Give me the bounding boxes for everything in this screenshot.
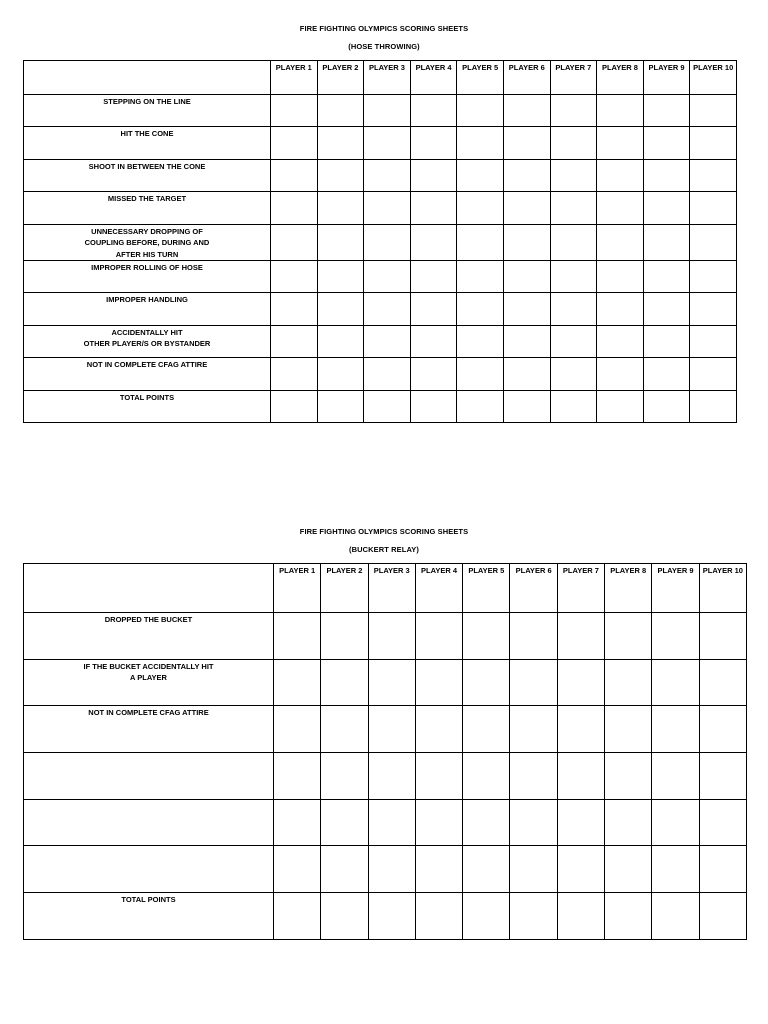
score-cell[interactable] [643,95,690,127]
criterion-text: IMPROPER HANDLING [106,295,188,305]
score-cell[interactable] [510,706,557,753]
score-cell[interactable] [317,293,364,325]
score-cell[interactable] [410,192,457,224]
score-cell[interactable] [690,390,737,422]
score-cell[interactable] [699,846,746,893]
criterion-row [24,358,737,390]
score-cell[interactable] [503,159,550,191]
criterion-row [24,799,747,846]
score-cell[interactable] [364,192,411,224]
criterion-label [24,659,274,706]
score-cell[interactable] [457,325,504,357]
player-column-header: PLAYER 6 [510,564,557,613]
criterion-label [24,358,271,390]
score-cell[interactable] [652,659,699,706]
score-cell[interactable] [605,706,652,753]
score-cell[interactable] [271,159,318,191]
sheet1-title: FIRE FIGHTING OLYMPICS SCORING SHEETS [299,24,469,33]
score-cell[interactable] [415,613,462,660]
criterion-text: HIT THE CONE [120,129,174,139]
criterion-label [24,706,274,753]
score-cell[interactable] [699,893,746,940]
score-cell[interactable] [271,358,318,390]
criterion-row [24,846,747,893]
header-row [24,61,737,95]
score-cell[interactable] [415,659,462,706]
player-column-header: PLAYER 2 [321,564,368,613]
score-cell[interactable] [364,325,411,357]
score-cell[interactable] [503,293,550,325]
score-cell[interactable] [317,224,364,261]
criterion-label [24,95,271,127]
score-cell[interactable] [550,390,597,422]
score-cell[interactable] [317,159,364,191]
score-cell[interactable] [652,846,699,893]
score-cell[interactable] [699,753,746,800]
score-cell[interactable] [274,613,321,660]
criterion-text: UNNECESSARY DROPPING OF COUPLING BEFORE, DURING AND AFTER HIS TURN [84,226,210,259]
score-cell[interactable] [274,893,321,940]
score-cell[interactable] [368,706,415,753]
score-cell[interactable] [643,325,690,357]
score-cell[interactable] [368,613,415,660]
score-cell[interactable] [457,192,504,224]
score-cell[interactable] [557,799,604,846]
criterion-label [24,893,274,940]
score-cell[interactable] [364,95,411,127]
score-cell[interactable] [510,799,557,846]
criterion-text: TOTAL POINTS [119,392,175,402]
score-cell[interactable] [410,390,457,422]
score-cell[interactable] [463,846,510,893]
score-cell[interactable] [368,799,415,846]
criterion-label [24,127,271,159]
sheet2-title: FIRE FIGHTING OLYMPICS SCORING SHEETS [299,527,469,536]
criterion-text: TOTAL POINTS [121,895,176,905]
score-cell[interactable] [643,224,690,261]
score-cell[interactable] [321,893,368,940]
score-cell[interactable] [503,95,550,127]
criterion-label [24,159,271,191]
score-cell[interactable] [510,893,557,940]
criterion-row [24,159,737,191]
score-cell[interactable] [597,224,644,261]
score-cell[interactable] [364,390,411,422]
score-cell[interactable] [503,224,550,261]
score-cell[interactable] [690,127,737,159]
player-column-header: PLAYER 1 [274,564,321,613]
score-cell[interactable] [321,753,368,800]
score-cell[interactable] [274,706,321,753]
score-cell[interactable] [597,127,644,159]
score-cell[interactable] [463,706,510,753]
score-cell[interactable] [597,261,644,293]
criterion-row [24,261,737,293]
score-cell[interactable] [652,893,699,940]
score-cell[interactable] [457,95,504,127]
criterion-label [24,261,271,293]
player-column-header: PLAYER 8 [605,564,652,613]
player-column-header: PLAYER 9 [652,564,699,613]
criterion-row [24,613,747,660]
score-cell[interactable] [503,261,550,293]
score-cell[interactable] [643,127,690,159]
score-cell[interactable] [550,159,597,191]
score-cell[interactable] [605,659,652,706]
score-cell[interactable] [643,390,690,422]
criterion-row [24,192,737,224]
score-cell[interactable] [271,390,318,422]
criterion-row [24,706,747,753]
criterion-text: MISSED THE TARGET [107,194,187,204]
bucket-relay-score-table [23,563,747,940]
score-cell[interactable] [274,753,321,800]
score-cell[interactable] [321,706,368,753]
criterion-label [24,753,274,800]
score-cell[interactable] [643,159,690,191]
player-column-header: PLAYER 3 [364,61,411,95]
score-cell[interactable] [557,753,604,800]
player-column-header: PLAYER 4 [410,61,457,95]
score-cell[interactable] [271,261,318,293]
corner-cell [24,61,271,95]
score-cell[interactable] [597,358,644,390]
player-column-header: PLAYER 4 [415,564,462,613]
score-cell[interactable] [557,846,604,893]
score-cell[interactable] [271,325,318,357]
score-cell[interactable] [605,893,652,940]
score-cell[interactable] [317,325,364,357]
score-cell[interactable] [364,261,411,293]
player-column-header: PLAYER 5 [457,61,504,95]
score-cell[interactable] [274,799,321,846]
score-cell[interactable] [317,192,364,224]
score-cell[interactable] [550,325,597,357]
score-cell[interactable] [550,95,597,127]
criterion-text: NOT IN COMPLETE CFAG ATTIRE [88,708,209,718]
score-cell[interactable] [271,192,318,224]
score-cell[interactable] [503,192,550,224]
score-cell[interactable] [415,846,462,893]
score-cell[interactable] [271,293,318,325]
score-cell[interactable] [510,753,557,800]
score-cell[interactable] [550,224,597,261]
score-cell[interactable] [652,799,699,846]
criterion-text: IF THE BUCKET ACCIDENTALLY HIT A PLAYER [83,661,214,683]
score-cell[interactable] [463,659,510,706]
score-cell[interactable] [699,659,746,706]
score-cell[interactable] [364,224,411,261]
score-cell[interactable] [557,893,604,940]
score-cell[interactable] [410,325,457,357]
score-cell[interactable] [463,613,510,660]
score-cell[interactable] [690,261,737,293]
score-cell[interactable] [699,799,746,846]
score-cell[interactable] [597,159,644,191]
score-cell[interactable] [410,224,457,261]
score-cell[interactable] [410,261,457,293]
criterion-label [24,192,271,224]
score-cell[interactable] [597,95,644,127]
score-cell[interactable] [557,613,604,660]
criterion-text: ACCIDENTALLY HIT OTHER PLAYER/S OR BYSTANDER [83,327,211,349]
hose-throwing-score-table [23,60,737,423]
score-cell[interactable] [410,95,457,127]
corner-cell [24,564,274,613]
score-cell[interactable] [317,261,364,293]
score-cell[interactable] [364,358,411,390]
score-cell[interactable] [503,127,550,159]
criterion-label [24,799,274,846]
score-cell[interactable] [364,127,411,159]
player-column-header: PLAYER 6 [503,61,550,95]
score-cell[interactable] [597,325,644,357]
score-cell[interactable] [550,192,597,224]
score-cell[interactable] [321,846,368,893]
sheet2-subtitle: (BUCKERT RELAY) [349,545,419,554]
criterion-text: DROPPED THE BUCKET [104,615,193,624]
score-cell[interactable] [605,613,652,660]
criterion-text: SHOOT IN BETWEEN THE CONE [88,161,206,171]
score-cell[interactable] [415,706,462,753]
score-cell[interactable] [317,95,364,127]
score-cell[interactable] [503,390,550,422]
score-cell[interactable] [550,293,597,325]
score-cell[interactable] [652,706,699,753]
player-column-header: PLAYER 7 [557,564,604,613]
criterion-row [24,293,737,325]
score-cell[interactable] [317,127,364,159]
score-cell[interactable] [368,753,415,800]
score-cell[interactable] [274,846,321,893]
score-cell[interactable] [699,613,746,660]
criterion-row [24,127,737,159]
player-column-header: PLAYER 5 [463,564,510,613]
score-cell[interactable] [410,127,457,159]
player-column-header: PLAYER 10 [699,564,746,613]
score-cell[interactable] [415,893,462,940]
criterion-row [24,224,737,261]
score-cell[interactable] [690,358,737,390]
total-points-row [24,893,747,940]
criterion-label [24,325,271,357]
criterion-label [24,390,271,422]
score-cell[interactable] [271,127,318,159]
score-cell[interactable] [271,95,318,127]
score-cell[interactable] [321,659,368,706]
score-cell[interactable] [457,127,504,159]
score-cell[interactable] [643,358,690,390]
header-row [24,564,747,613]
criterion-row [24,659,747,706]
score-cell[interactable] [699,706,746,753]
player-column-header: PLAYER 2 [317,61,364,95]
criterion-text: STEPPING ON THE LINE [103,97,191,106]
score-cell[interactable] [321,613,368,660]
score-cell[interactable] [368,846,415,893]
score-cell[interactable] [415,753,462,800]
score-cell[interactable] [557,659,604,706]
criterion-row [24,325,737,357]
score-cell[interactable] [410,293,457,325]
score-cell[interactable] [550,261,597,293]
score-cell[interactable] [457,224,504,261]
score-cell[interactable] [317,358,364,390]
score-cell[interactable] [364,159,411,191]
score-cell[interactable] [510,846,557,893]
score-cell[interactable] [690,159,737,191]
score-cell[interactable] [271,224,318,261]
score-cell[interactable] [605,799,652,846]
score-cell[interactable] [652,753,699,800]
score-cell[interactable] [410,358,457,390]
score-cell[interactable] [457,293,504,325]
criterion-text: IMPROPER ROLLING OF HOSE [91,263,203,273]
score-cell[interactable] [457,261,504,293]
score-cell[interactable] [321,799,368,846]
score-cell[interactable] [643,293,690,325]
score-cell[interactable] [550,127,597,159]
criterion-row [24,753,747,800]
score-cell[interactable] [690,325,737,357]
player-column-header: PLAYER 9 [643,61,690,95]
player-column-header: PLAYER 3 [368,564,415,613]
score-cell[interactable] [643,261,690,293]
sheet1-subtitle: (HOSE THROWING) [348,42,420,51]
score-cell[interactable] [368,659,415,706]
score-cell[interactable] [463,753,510,800]
score-cell[interactable] [364,293,411,325]
score-cell[interactable] [643,192,690,224]
score-cell[interactable] [510,659,557,706]
criterion-label [24,613,274,660]
score-cell[interactable] [463,799,510,846]
player-column-header: PLAYER 1 [271,61,318,95]
score-cell[interactable] [510,613,557,660]
score-cell[interactable] [503,325,550,357]
score-cell[interactable] [690,224,737,261]
score-cell[interactable] [605,753,652,800]
score-cell[interactable] [597,390,644,422]
criterion-text: NOT IN COMPLETE CFAG ATTIRE [86,360,208,370]
score-cell[interactable] [457,390,504,422]
score-cell[interactable] [457,358,504,390]
criterion-row [24,95,737,127]
player-column-header: PLAYER 10 [690,61,737,95]
score-cell[interactable] [415,799,462,846]
criterion-label [24,293,271,325]
total-points-row [24,390,737,422]
score-cell[interactable] [503,358,550,390]
score-cell[interactable] [597,192,644,224]
player-column-header: PLAYER 8 [597,61,644,95]
score-cell[interactable] [317,390,364,422]
score-cell[interactable] [410,159,457,191]
score-cell[interactable] [652,613,699,660]
score-cell[interactable] [368,893,415,940]
score-cell[interactable] [690,95,737,127]
score-cell[interactable] [463,893,510,940]
criterion-label [24,224,271,261]
score-cell[interactable] [690,192,737,224]
score-cell[interactable] [690,293,737,325]
score-cell[interactable] [605,846,652,893]
score-cell[interactable] [457,159,504,191]
score-cell[interactable] [274,659,321,706]
score-cell[interactable] [597,293,644,325]
player-column-header: PLAYER 7 [550,61,597,95]
score-cell[interactable] [550,358,597,390]
criterion-label [24,846,274,893]
score-cell[interactable] [557,706,604,753]
